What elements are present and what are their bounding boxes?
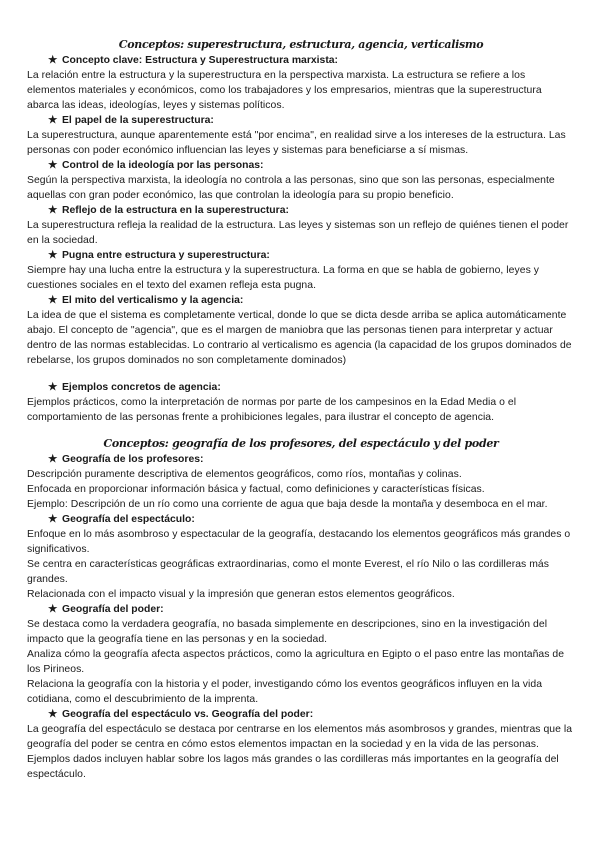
- paragraph: Ejemplos dados incluyen hablar sobre los lagos más grandes o las cordilleras más importantes en la geografía del espectáculo.: [27, 754, 559, 780]
- star-bullet-icon: ★: [48, 454, 58, 465]
- item-heading: Ejemplos concretos de agencia:: [62, 382, 221, 393]
- star-bullet-icon: ★: [48, 604, 58, 615]
- paragraph: Siempre hay una lucha entre la estructura y la superestructura. La forma en que se habla de gobierno, leyes y cuestiones sociales en el texto del examen refleja esta pugna.: [27, 265, 539, 291]
- item-espectaculo-vs-poder: [27, 708, 575, 782]
- item-concepto-clave: [27, 54, 575, 113]
- item-reflejo-estructura: [27, 204, 575, 248]
- star-bullet-icon: ★: [48, 115, 58, 126]
- paragraph: Enfocada en proporcionar información básica y factual, como definiciones y características físicas.: [27, 484, 485, 495]
- item-pugna: [27, 249, 575, 293]
- item-heading: Geografía del poder:: [62, 604, 164, 615]
- item-heading: Control de la ideología por las personas:: [62, 160, 264, 171]
- item-papel-superestructura: [27, 114, 575, 158]
- star-bullet-icon: ★: [48, 205, 58, 216]
- paragraph: Ejemplos prácticos, como la interpretación de normas por parte de los campesinos en la Edad Media o el comportamiento de las personas frente a prohibiciones legales, para ilustrar el concepto de agencia.: [27, 397, 517, 423]
- star-bullet-icon: ★: [48, 295, 58, 306]
- item-heading: Geografía del espectáculo vs. Geografía del poder:: [62, 709, 314, 720]
- item-heading: Reflejo de la estructura en la superestructura:: [62, 205, 289, 216]
- section-title: Conceptos: superestructura, estructura, agencia, verticalismo: [118, 38, 484, 51]
- paragraph: Relacionada con el impacto visual y la impresión que generan estos elementos geográficos.: [27, 589, 455, 600]
- paragraph: La superestructura, aunque aparentemente está "por encima", en realidad sirve a los intereses de la estructura. Las personas con poder económico influencian las leyes y sistemas para beneficiarse a sí mismas.: [27, 130, 566, 156]
- item-heading: Geografía del espectáculo:: [62, 514, 195, 525]
- star-bullet-icon: ★: [48, 250, 58, 261]
- star-bullet-icon: ★: [48, 514, 58, 525]
- item-control-ideologia: [27, 159, 575, 203]
- star-bullet-icon: ★: [48, 382, 58, 393]
- document-page: [27, 38, 575, 782]
- paragraph: Se centra en características geográficas extraordinarias, como el monte Everest, el río Nilo o las cordilleras más grandes.: [27, 559, 549, 585]
- paragraph: Enfoque en lo más asombroso y espectacular de la geografía, destacando los elementos geográficos más grandes o significativos.: [27, 529, 571, 555]
- paragraph: Descripción puramente descriptiva de elementos geográficos, como ríos, montañas y colinas.: [27, 469, 462, 480]
- section-title: Conceptos: geografía de los profesores, del espectáculo y del poder: [103, 437, 499, 450]
- item-ejemplos-agencia: [27, 381, 575, 425]
- paragraph: Se destaca como la verdadera geografía, no basada simplemente en descripciones, sino en la investigación del impacto que la geografía tiene en las personas y en la sociedad.: [27, 619, 548, 645]
- section-superestructura: [27, 38, 575, 425]
- item-mito-verticalismo: [27, 294, 575, 380]
- paragraph: La relación entre la estructura y la superestructura en la perspectiva marxista. La estructura se refiere a los elementos materiales y económicos, como los trabajadores y los empresarios, mientras que la superestructura abarca las ideas, ideologías, leyes y sistemas políticos.: [27, 70, 542, 111]
- item-geografia-profesores: [27, 453, 575, 512]
- item-heading: Concepto clave: Estructura y Superestructura marxista:: [62, 55, 339, 66]
- section-geografia: [27, 437, 575, 782]
- paragraph: La superestructura refleja la realidad de la estructura. Las leyes y sistemas son un reflejo de quiénes tienen el poder en la sociedad.: [27, 220, 569, 246]
- item-geografia-poder: [27, 603, 575, 707]
- item-geografia-espectaculo: [27, 513, 575, 602]
- spacer: [27, 368, 575, 380]
- paragraph: Ejemplo: Descripción de un río como una corriente de agua que baja desde la montaña y desemboca en el mar.: [27, 499, 548, 510]
- paragraph: Relaciona la geografía con la historia y el poder, investigando cómo los eventos geográficos influyen en la vida cotidiana, como el descubrimiento de la imprenta.: [27, 679, 543, 705]
- paragraph: Según la perspectiva marxista, la ideología no controla a las personas, sino que son las personas, especialmente aquellas con gran poder económico, las que controlan la ideología para su propio beneficio.: [27, 175, 555, 201]
- paragraph: La idea de que el sistema es completamente vertical, donde lo que se dicta desde arriba se aplica automáticamente abajo. El concepto de "agencia", que es el margen de maniobra que las personas tienen para interpretar y actuar dentro de las normas establecidas. Lo contrario al verticalismo es agencia (la capacidad de los grupos dominados de rebelarse, los grupos dominados no son completamente dominados): [27, 310, 572, 366]
- item-heading: El mito del verticalismo y la agencia:: [62, 295, 244, 306]
- star-bullet-icon: ★: [48, 709, 58, 720]
- item-heading: Geografía de los profesores:: [62, 454, 204, 465]
- paragraph: La geografía del espectáculo se destaca por centrarse en los elementos más asombrosos y grandes, mientras que la geografía del poder se centra en cómo estos elementos impactan en la sociedad y en la vida de las personas.: [27, 724, 573, 750]
- item-heading: El papel de la superestructura:: [62, 115, 214, 126]
- star-bullet-icon: ★: [48, 55, 58, 66]
- star-bullet-icon: ★: [48, 160, 58, 171]
- item-heading: Pugna entre estructura y superestructura:: [62, 250, 270, 261]
- paragraph: Analiza cómo la geografía afecta aspectos prácticos, como la agricultura en Egipto o el paso entre las montañas de los Pirineos.: [27, 649, 565, 675]
